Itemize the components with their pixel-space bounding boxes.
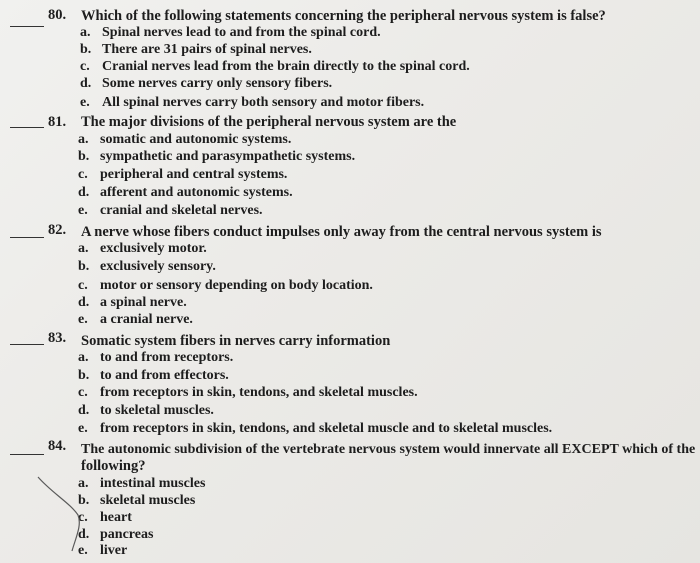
option-letter: e. bbox=[78, 543, 88, 558]
option-text: liver bbox=[100, 543, 128, 558]
option-text: exclusively motor. bbox=[100, 241, 207, 256]
option-b bbox=[78, 493, 195, 509]
option-a bbox=[78, 476, 205, 492]
option-letter: a. bbox=[78, 350, 89, 365]
question-number: 82. bbox=[48, 222, 67, 238]
option-text: sympathetic and parasympathetic systems. bbox=[100, 149, 356, 164]
option-e bbox=[78, 421, 552, 437]
option-text: to and from effectors. bbox=[100, 368, 229, 383]
option-text: a cranial nerve. bbox=[100, 312, 193, 327]
question-text: Which of the following statements concerning the peripheral nervous system is false? bbox=[81, 8, 606, 24]
option-a bbox=[80, 25, 381, 41]
option-text: There are 31 pairs of spinal nerves. bbox=[102, 42, 312, 57]
question-number: 80. bbox=[48, 7, 67, 23]
option-letter: d. bbox=[78, 185, 90, 200]
option-letter: e. bbox=[78, 203, 88, 218]
question-text: A nerve whose fibers conduct impulses only away from the central nervous system is bbox=[81, 224, 602, 240]
option-letter: a. bbox=[80, 25, 91, 40]
option-d bbox=[78, 295, 187, 311]
option-text: heart bbox=[100, 510, 132, 525]
option-letter: a. bbox=[78, 241, 89, 256]
option-text: exclusively sensory. bbox=[100, 259, 216, 274]
option-text: Spinal nerves lead to and from the spinal cord. bbox=[102, 25, 381, 40]
option-text: afferent and autonomic systems. bbox=[100, 185, 293, 200]
option-letter: b. bbox=[78, 368, 90, 383]
option-b bbox=[78, 149, 355, 165]
option-letter: d. bbox=[80, 76, 92, 91]
answer-blank[interactable] bbox=[10, 237, 44, 238]
question-text: The major divisions of the peripheral nervous system are the bbox=[81, 114, 457, 130]
option-e bbox=[78, 203, 263, 219]
option-text: intestinal muscles bbox=[100, 476, 206, 491]
answer-blank[interactable] bbox=[10, 26, 44, 27]
option-text: from receptors in skin, tendons, and skeletal muscles. bbox=[100, 385, 418, 400]
option-text: motor or sensory depending on body location. bbox=[100, 278, 373, 293]
option-a bbox=[78, 241, 207, 257]
option-letter: c. bbox=[78, 385, 88, 400]
option-letter: b. bbox=[78, 259, 90, 274]
option-letter: c. bbox=[78, 167, 88, 182]
question-number: 84. bbox=[48, 438, 67, 454]
option-c bbox=[78, 278, 373, 294]
option-text: to skeletal muscles. bbox=[100, 403, 214, 418]
question-number: 83. bbox=[48, 330, 67, 346]
question-number: 81. bbox=[48, 114, 67, 130]
option-letter: c. bbox=[80, 59, 90, 74]
option-text: All spinal nerves carry both sensory and motor fibers. bbox=[102, 95, 425, 110]
option-letter: e. bbox=[78, 421, 88, 436]
option-a bbox=[78, 350, 233, 366]
option-b bbox=[78, 368, 229, 384]
option-letter: a. bbox=[78, 476, 89, 491]
option-letter: b. bbox=[78, 149, 90, 164]
option-text: peripheral and central systems. bbox=[100, 167, 288, 182]
option-letter: d. bbox=[78, 527, 90, 542]
option-letter: b. bbox=[80, 42, 92, 57]
option-text: somatic and autonomic systems. bbox=[100, 132, 292, 147]
option-c bbox=[78, 167, 287, 183]
option-text: Cranial nerves lead from the brain directly to the spinal cord. bbox=[102, 59, 470, 74]
option-b bbox=[80, 42, 312, 58]
option-text: from receptors in skin, tendons, and skeletal muscle and to skeletal muscles. bbox=[100, 421, 553, 436]
option-text: skeletal muscles bbox=[100, 493, 196, 508]
option-c bbox=[78, 385, 418, 401]
answer-blank[interactable] bbox=[10, 344, 44, 345]
option-letter: e. bbox=[80, 95, 90, 110]
option-a bbox=[78, 132, 291, 148]
option-letter: d. bbox=[78, 295, 90, 310]
question-text: The autonomic subdivision of the vertebrate nervous system would innervate all EXCEPT which of the bbox=[81, 442, 696, 457]
option-letter: b. bbox=[78, 493, 90, 508]
option-letter: d. bbox=[78, 403, 90, 418]
pencil-mark bbox=[34, 475, 94, 555]
option-text: to and from receptors. bbox=[100, 350, 234, 365]
option-letter: c. bbox=[78, 510, 88, 525]
option-e bbox=[80, 95, 424, 111]
answer-blank[interactable] bbox=[10, 127, 44, 128]
option-text: cranial and skeletal nerves. bbox=[100, 203, 263, 218]
question-text-continued: following? bbox=[81, 458, 146, 474]
option-e bbox=[78, 312, 193, 328]
answer-blank[interactable] bbox=[10, 454, 44, 455]
option-text: Some nerves carry only sensory fibers. bbox=[102, 76, 333, 91]
option-text: pancreas bbox=[100, 527, 154, 542]
option-d bbox=[80, 76, 332, 92]
option-d bbox=[78, 185, 293, 201]
question-text: Somatic system fibers in nerves carry information bbox=[81, 333, 391, 349]
option-d bbox=[78, 403, 214, 419]
option-c bbox=[80, 59, 470, 75]
option-letter: a. bbox=[78, 132, 89, 147]
option-letter: c. bbox=[78, 278, 88, 293]
option-letter: e. bbox=[78, 312, 88, 327]
option-b bbox=[78, 259, 216, 275]
option-text: a spinal nerve. bbox=[100, 295, 187, 310]
